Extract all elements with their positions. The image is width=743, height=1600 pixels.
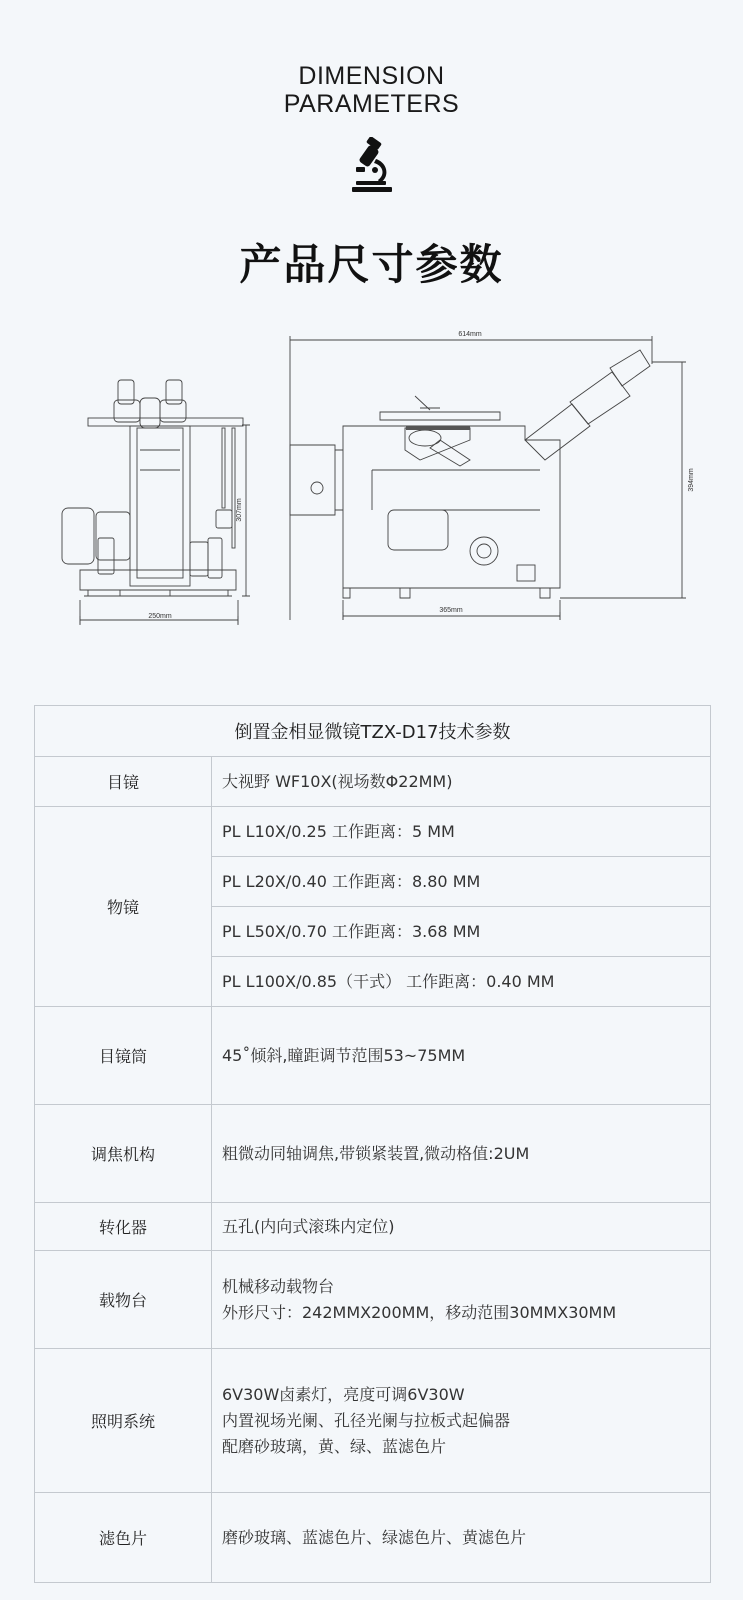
dim-front-width: 250mm bbox=[148, 613, 172, 620]
row-value-filter: 磨砂玻璃、蓝滤色片、绿滤色片、黄滤色片 bbox=[212, 1493, 711, 1583]
side-view bbox=[290, 350, 650, 598]
english-title-line-1: DIMENSION bbox=[298, 62, 445, 90]
front-view bbox=[62, 380, 243, 596]
row-value-objective-1: PL L10X/0.25 工作距离：5 MM bbox=[212, 807, 711, 857]
row-label-eyepiece-tube: 目镜筒 bbox=[35, 1007, 212, 1105]
row-value-illumination: 6V30W卤素灯，亮度可调6V30W 内置视场光阑、孔径光阑与拉板式起偏器 配磨砂玻璃，黄、绿、蓝滤色片 bbox=[212, 1349, 711, 1493]
row-label-focus: 调焦机构 bbox=[35, 1105, 212, 1203]
english-title-line-2: PARAMETERS bbox=[283, 90, 460, 118]
row-value-stage: 机械移动载物台 外形尺寸：242MMX200MM，移动范围30MMX30MM bbox=[212, 1251, 711, 1349]
row-label-filter: 滤色片 bbox=[35, 1493, 212, 1583]
spec-table-title: 倒置金相显微镜TZX-D17技术参数 bbox=[35, 706, 711, 757]
row-value-focus: 粗微动同轴调焦,带锁紧装置,微动格值:2UM bbox=[212, 1105, 711, 1203]
spec-table bbox=[34, 705, 711, 1583]
dimension-drawing bbox=[0, 320, 743, 660]
row-value-objective-3: PL L50X/0.70 工作距离：3.68 MM bbox=[212, 907, 711, 957]
chinese-title: 产品尺寸参数 bbox=[239, 240, 504, 289]
row-value-eyepiece: 大视野 WF10X(视场数Φ22MM) bbox=[212, 757, 711, 807]
row-value-eyepiece-tube: 45˚倾斜,瞳距调节范围53~75MM bbox=[212, 1007, 711, 1105]
row-value-nosepiece: 五孔(内向式滚珠内定位) bbox=[212, 1203, 711, 1251]
dim-total-height: 394mm bbox=[688, 468, 695, 492]
row-value-objective-4: PL L100X/0.85（干式） 工作距离：0.40 MM bbox=[212, 957, 711, 1007]
row-label-eyepiece: 目镜 bbox=[35, 757, 212, 807]
row-label-objective: 物镜 bbox=[35, 807, 212, 1007]
dim-front-height: 307mm bbox=[236, 498, 243, 522]
row-label-nosepiece: 转化器 bbox=[35, 1203, 212, 1251]
microscope-icon bbox=[348, 137, 396, 195]
row-value-objective-2: PL L20X/0.40 工作距离：8.80 MM bbox=[212, 857, 711, 907]
dim-total-width: 614mm bbox=[458, 331, 482, 338]
row-label-stage: 载物台 bbox=[35, 1251, 212, 1349]
dim-base-depth: 365mm bbox=[439, 607, 463, 614]
row-label-illumination: 照明系统 bbox=[35, 1349, 212, 1493]
